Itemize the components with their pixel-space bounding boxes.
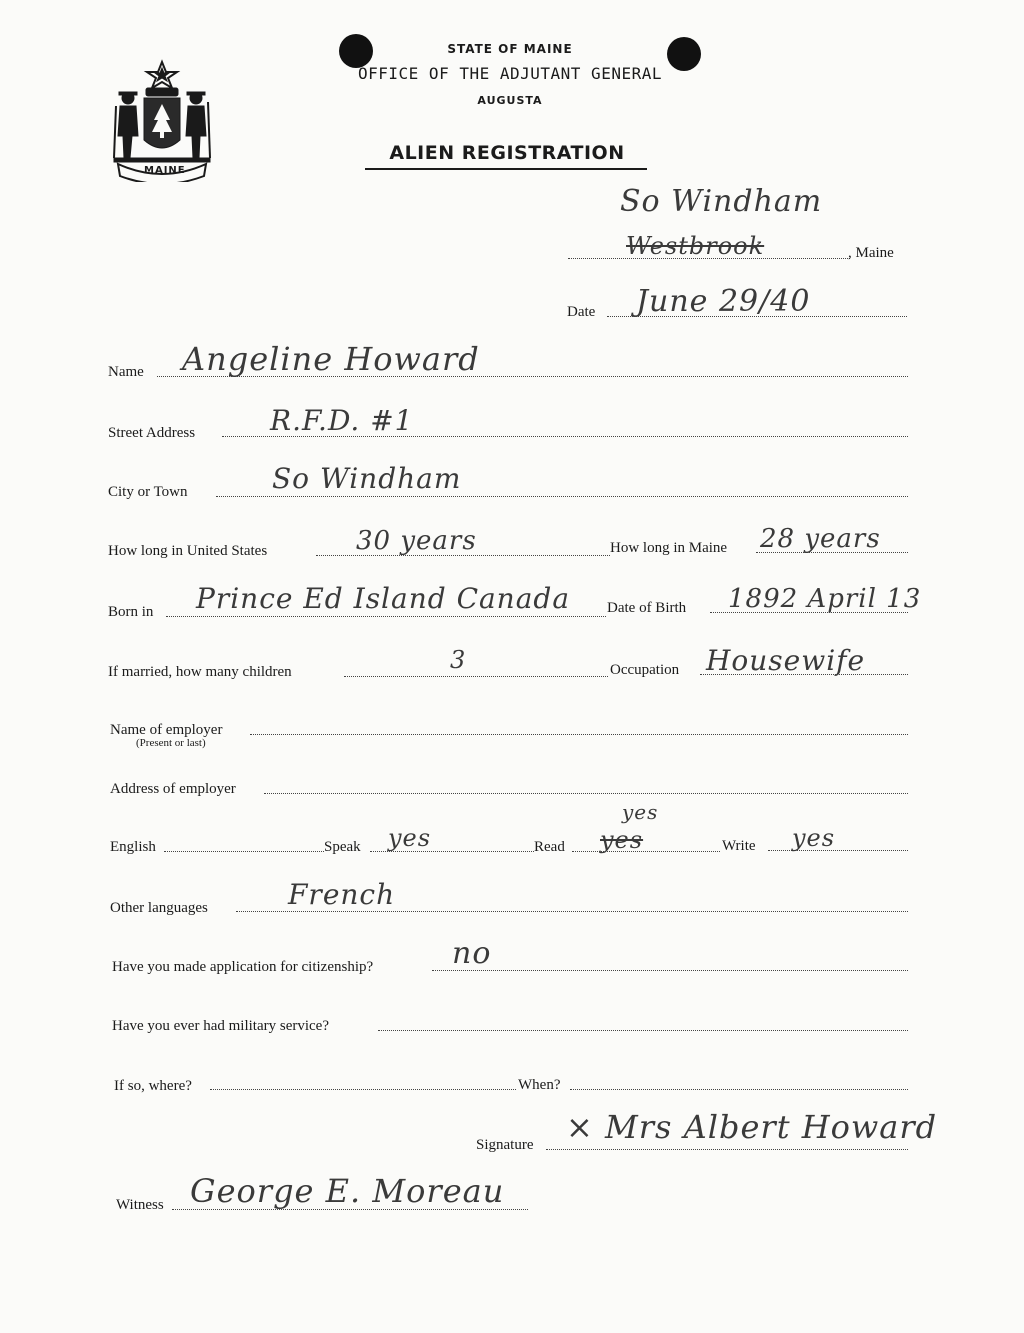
employer-name-label: Name of employer [110, 722, 223, 738]
witness-value: George E. Moreau [190, 1172, 505, 1210]
citizenship-value: no [452, 936, 492, 971]
date-of-birth-value: 1892 April 13 [728, 584, 922, 614]
signature-line [546, 1149, 908, 1150]
military-line [378, 1030, 908, 1031]
name-value: Angeline Howard [182, 340, 480, 378]
citizenship-label: Have you made application for citizenship? [112, 959, 374, 975]
handwritten-county: Westbrook [626, 232, 765, 260]
english-label: English [110, 839, 156, 855]
city-label: City or Town [108, 484, 188, 500]
office-heading: OFFICE OF THE ADJUTANT GENERAL [358, 64, 662, 83]
other-languages-value: French [288, 878, 396, 911]
how-long-us-value: 30 years [356, 526, 477, 556]
signature-label: Signature [476, 1137, 534, 1153]
speak-label: Speak [324, 839, 361, 855]
form-title: ALIEN REGISTRATION [389, 142, 625, 164]
english-line [164, 851, 324, 852]
children-label: If married, how many children [108, 664, 292, 680]
military-label: Have you ever had military service? [112, 1018, 329, 1034]
write-value: yes [792, 824, 836, 852]
where-line [210, 1089, 516, 1090]
occupation-label: Occupation [610, 662, 680, 678]
other-languages-line [236, 911, 908, 912]
write-label: Write [722, 838, 756, 854]
how-long-maine-label: How long in Maine [610, 540, 728, 556]
punch-hole-left [339, 34, 373, 68]
read-correction: yes [622, 800, 659, 824]
born-in-line [166, 616, 606, 617]
date-label: Date [567, 304, 596, 320]
maine-suffix-label: , Maine [848, 245, 894, 261]
read-line [572, 851, 720, 852]
maine-state-seal [108, 58, 216, 182]
employer-address-line [264, 793, 908, 794]
occupation-value: Housewife [706, 644, 866, 677]
write-line [768, 850, 908, 851]
employer-name-sublabel: (Present or last) [136, 737, 206, 749]
name-label: Name [108, 364, 144, 380]
witness-label: Witness [116, 1197, 164, 1213]
city-value: So Windham [272, 462, 462, 495]
form-title-underline [365, 168, 647, 170]
children-value: 3 [450, 646, 467, 674]
employer-address-label: Address of employer [110, 781, 236, 797]
how-long-us-label: How long in United States [108, 543, 268, 559]
read-value: yes [600, 826, 644, 854]
when-line [570, 1089, 908, 1090]
seal-banner-text: MAINE [144, 165, 186, 176]
other-languages-label: Other languages [110, 900, 208, 916]
state-heading: STATE OF MAINE [447, 42, 573, 56]
signature-value: × Mrs Albert Howard [566, 1108, 938, 1146]
handwritten-town: So Windham [620, 184, 823, 219]
city-line [216, 496, 908, 497]
born-in-label: Born in [108, 604, 154, 620]
street-address-value: R.F.D. #1 [270, 404, 414, 437]
street-address-label: Street Address [108, 425, 196, 441]
how-long-maine-value: 28 years [760, 524, 881, 554]
born-in-value: Prince Ed Island Canada [196, 582, 571, 615]
children-line [344, 676, 608, 677]
employer-name-line [250, 734, 908, 735]
citizenship-line [432, 970, 908, 971]
date-value: June 29/40 [636, 284, 811, 319]
date-of-birth-label: Date of Birth [607, 600, 687, 616]
speak-value: yes [388, 824, 432, 852]
city-heading: AUGUSTA [477, 94, 543, 107]
read-label: Read [534, 839, 565, 855]
when-label: When? [518, 1077, 561, 1093]
where-label: If so, where? [114, 1078, 192, 1094]
